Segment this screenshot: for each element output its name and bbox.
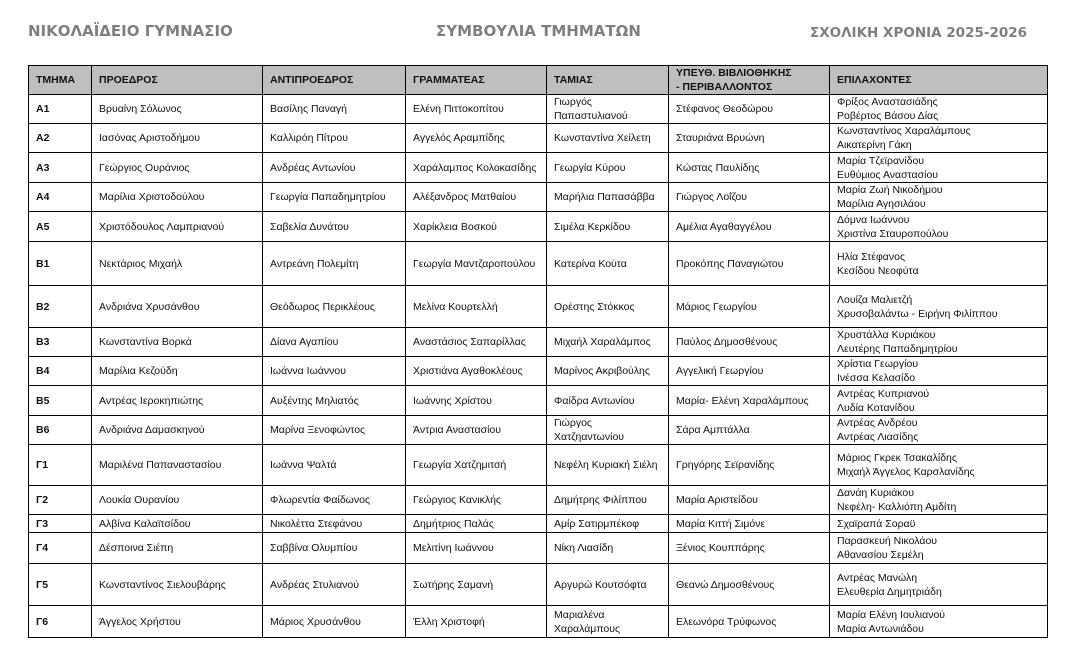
cell-tamias: [547, 486, 669, 515]
cell-epilaxontes-line: Χρυστάλλα Κυριάκου: [837, 329, 936, 341]
cell-tmima: Β6: [29, 416, 92, 445]
table-row: [29, 606, 1048, 638]
cell-epilaxontes-line: Μαρία Τζεϊρανίδου: [837, 154, 925, 167]
cell-grammateas: Σωτήρης Σαμανή: [406, 564, 547, 606]
cell-tamias: [547, 328, 669, 357]
cell-epilaxontes-line: Λυδία Κοτανίδου: [837, 401, 915, 414]
cell-antiproedros: Αυξέντης Μηλιατός: [263, 386, 406, 416]
cell-proedros: Μαρίλια Κεζούδη: [92, 357, 263, 386]
column-header-epilaxontes: ΕΠΙΛΑΧΟΝΤΕΣ: [830, 66, 1048, 95]
cell-antiproedros: Μάριος Χρυσάνθου: [263, 606, 406, 638]
cell-ypeuth: Μαρία Αριστείδου: [669, 486, 830, 515]
cell-epilaxontes-line: Λευτέρης Παπαδημητρίου: [837, 343, 958, 355]
cell-epilaxontes-line: Αντρέας Κυπριανού: [837, 387, 930, 400]
cell-grammateas: Έλλη Χριστοφή: [406, 606, 547, 638]
cell-tamias-line: Σιμέλα Κερκίδου: [554, 220, 631, 233]
cell-epilaxontes: [830, 606, 1048, 638]
cell-epilaxontes-line: Αντρέας Μανώλη: [837, 571, 918, 584]
cell-tamias: [547, 242, 669, 286]
cell-ypeuth: Μαρία Κιττή Σιμόνε: [669, 515, 830, 533]
cell-proedros: Λουκία Ουρανίου: [92, 486, 263, 515]
cell-tamias: [547, 515, 669, 533]
cell-grammateas: Ιωάννης Χρίστου: [406, 386, 547, 416]
cell-epilaxontes: [830, 183, 1048, 212]
cell-tmima: Γ2: [29, 486, 92, 515]
table-row: [29, 212, 1048, 242]
cell-tmima: Β2: [29, 286, 92, 328]
cell-ypeuth: Γρηγόρης Σεϊρανίδης: [669, 445, 830, 486]
cell-tamias-line: Παπαστυλιανού: [554, 110, 628, 122]
column-header-ypeuth-line: - ΠΕΡΙΒΑΛΛΟΝΤΟΣ: [676, 81, 773, 93]
cell-epilaxontes: [830, 445, 1048, 486]
cell-proedros: Κωνσταντίνος Σιελουβάρης: [92, 564, 263, 606]
cell-epilaxontes: [830, 357, 1048, 386]
cell-tmima: Α3: [29, 153, 92, 183]
cell-proedros: Νεκτάριος Μιχαήλ: [92, 242, 263, 286]
table-row: [29, 416, 1048, 445]
cell-tamias-line: Νεφέλη Κυριακή Σιέλη: [554, 459, 658, 471]
cell-tmima: Γ5: [29, 564, 92, 606]
cell-proedros: Αλβίνα Καλαϊτσίδου: [92, 515, 263, 533]
cell-ypeuth: Ξένιος Κουππάρης: [669, 533, 830, 564]
cell-epilaxontes-line: Ηλία Στέφανος: [837, 250, 905, 263]
cell-antiproedros: Φλωρεντία Φαίδωνος: [263, 486, 406, 515]
cell-ypeuth: Θεανώ Δημοσθένους: [669, 564, 830, 606]
cell-grammateas: Ελένη Πιττοκοπίτου: [406, 95, 547, 124]
cell-tamias: [547, 183, 669, 212]
cell-antiproedros: Σαβελία Δυνάτου: [263, 212, 406, 242]
school-year: ΣΧΟΛΙΚΗ ΧΡΟΝΙΑ 2025-2026: [810, 25, 1028, 41]
class-councils-table: [28, 65, 1048, 638]
cell-ypeuth: Μαρία- Ελένη Χαραλάμπους: [669, 386, 830, 416]
cell-epilaxontes-line: Μαρίλια Αγησιλάου: [837, 198, 926, 210]
cell-epilaxontes-line: Μαρία Αντωνιάδου: [837, 622, 924, 635]
cell-epilaxontes-line: Χριστίνα Σταυροπούλου: [837, 227, 949, 240]
cell-grammateas: Αλέξανδρος Ματθαίου: [406, 183, 547, 212]
table-row: [29, 153, 1048, 183]
cell-ypeuth: Σταυριάνα Βρυώνη: [669, 124, 830, 153]
cell-proedros: Αντρέας Ιεροκηπιώτης: [92, 386, 263, 416]
column-header-tmima: ΤΜΗΜΑ: [29, 66, 92, 95]
cell-proedros: Ανδριάνα Δαμασκηνού: [92, 416, 263, 445]
cell-tmima: Α1: [29, 95, 92, 124]
cell-proedros: Βρυαίνη Σόλωνος: [92, 95, 263, 124]
cell-epilaxontes: [830, 386, 1048, 416]
cell-ypeuth: Αγγελική Γεωργίου: [669, 357, 830, 386]
cell-proedros: Ιασόνας Αριστοδήμου: [92, 124, 263, 153]
cell-tmima: Α5: [29, 212, 92, 242]
column-header-antiproedros: ΑΝΤΙΠΡΟΕΔΡΟΣ: [263, 66, 406, 95]
cell-tmima: Β1: [29, 242, 92, 286]
cell-tmima: Γ4: [29, 533, 92, 564]
column-header-tamias: ΤΑΜΙΑΣ: [547, 66, 669, 95]
cell-tamias: [547, 445, 669, 486]
cell-epilaxontes-line: Φρίξος Αναστασιάδης: [837, 96, 938, 108]
table-row: [29, 124, 1048, 153]
cell-tamias: [547, 124, 669, 153]
cell-epilaxontes-line: Κωνσταντίνος Χαραλάμπους: [837, 125, 971, 137]
cell-epilaxontes-line: Αντρέας Λιασίδης: [837, 431, 919, 443]
cell-tmima: Β4: [29, 357, 92, 386]
cell-proedros: Ανδριάνα Χρυσάνθου: [92, 286, 263, 328]
cell-epilaxontes-line: Ευθύμιος Αναστασίου: [837, 168, 939, 181]
cell-tamias-line: Γιώργος: [554, 417, 592, 429]
column-header-grammateas: ΓΡΑΜΜΑΤΕΑΣ: [406, 66, 547, 95]
cell-tmima: Γ1: [29, 445, 92, 486]
cell-epilaxontes: [830, 212, 1048, 242]
cell-proedros: Μαρίλια Χριστοδούλου: [92, 183, 263, 212]
cell-tamias-line: Χαραλάμπους: [554, 622, 621, 635]
table-row: [29, 386, 1048, 416]
cell-grammateas: Χαράλαμπος Κολοκασίδης: [406, 153, 547, 183]
cell-epilaxontes-line: Παρασκευή Νικολάου: [837, 535, 938, 547]
cell-epilaxontes-line: Χρίστια Γεωργίου: [837, 358, 919, 370]
cell-tamias-line: Μαρήλια Παπασάββα: [554, 191, 655, 203]
cell-epilaxontes-line: Αθανασίου Σεμέλη: [837, 549, 924, 561]
cell-tamias-line: Ορέστης Στόκκος: [554, 300, 635, 313]
cell-proedros: Μαριλένα Παπαναστασίου: [92, 445, 263, 486]
cell-grammateas: Μελιτίνη Ιωάννου: [406, 533, 547, 564]
table-row: [29, 515, 1048, 533]
table-row: [29, 242, 1048, 286]
cell-proedros: Άγγελος Χρήστου: [92, 606, 263, 638]
cell-grammateas: Δημήτριος Παλάς: [406, 515, 547, 533]
cell-epilaxontes: [830, 564, 1048, 606]
cell-grammateas: Μελίνα Κουρτελλή: [406, 286, 547, 328]
cell-epilaxontes: [830, 95, 1048, 124]
cell-ypeuth: Παύλος Δημοσθένους: [669, 328, 830, 357]
cell-ypeuth: Αμέλια Αγαθαγγέλου: [669, 212, 830, 242]
cell-antiproedros: Ανδρέας Αντωνίου: [263, 153, 406, 183]
cell-grammateas: Γεωργία Χατζημιτσή: [406, 445, 547, 486]
cell-tmima: Γ6: [29, 606, 92, 638]
cell-epilaxontes-line: Μάριος Γκρεκ Τσακαλίδης: [837, 452, 957, 464]
table-row: [29, 486, 1048, 515]
cell-ypeuth: Στέφανος Θεοδώρου: [669, 95, 830, 124]
cell-tamias-line: Κωνσταντίνα Χείλετη: [554, 132, 651, 144]
cell-epilaxontes-line: Σχαϊραπά Σοραϋ: [837, 517, 916, 530]
cell-grammateas: Χαρίκλεια Βοσκού: [406, 212, 547, 242]
cell-ypeuth: Προκόπης Παναγιώτου: [669, 242, 830, 286]
cell-tamias-line: Γιωργός: [554, 96, 592, 108]
cell-epilaxontes-line: Αντρέας Ανδρέου: [837, 417, 918, 429]
table-row: [29, 95, 1048, 124]
cell-grammateas: Άντρια Αναστασίου: [406, 416, 547, 445]
cell-ypeuth: Ελεωνόρα Τρύφωνος: [669, 606, 830, 638]
cell-antiproedros: Σαββίνα Ολυμπίου: [263, 533, 406, 564]
cell-tamias-line: Φαίδρα Αντωνίου: [554, 394, 635, 407]
cell-antiproedros: Δίανα Αγαπίου: [263, 328, 406, 357]
cell-antiproedros: Καλλιρόη Πίτρου: [263, 124, 406, 153]
cell-tamias: [547, 606, 669, 638]
cell-tamias-line: Μαριαλένα: [554, 608, 605, 621]
cell-epilaxontes-line: Χρυσοβαλάντω - Ειρήνη Φιλίππου: [837, 307, 998, 320]
table-row: [29, 533, 1048, 564]
cell-tamias: [547, 564, 669, 606]
cell-tmima: Γ3: [29, 515, 92, 533]
cell-epilaxontes-line: Μιχαήλ Άγγελος Καρσλανίδης: [837, 466, 975, 478]
cell-grammateas: Γεωργία Μαντζαροπούλου: [406, 242, 547, 286]
cell-antiproedros: Θεόδωρος Περικλέους: [263, 286, 406, 328]
table-row: [29, 328, 1048, 357]
cell-tmima: Α2: [29, 124, 92, 153]
cell-epilaxontes: [830, 153, 1048, 183]
cell-tamias-line: Αργυρώ Κουτσόφτα: [554, 578, 647, 591]
table-row: [29, 286, 1048, 328]
column-header-ypeuth-line: ΥΠΕΥΘ. ΒΙΒΛΙΟΘΗΚΗΣ: [676, 67, 792, 79]
cell-antiproedros: Γεωργία Παπαδημητρίου: [263, 183, 406, 212]
cell-tmima: Α4: [29, 183, 92, 212]
cell-grammateas: Γεώργιος Κανικλής: [406, 486, 547, 515]
cell-antiproedros: Ιωάννα Ιωάννου: [263, 357, 406, 386]
cell-tamias: [547, 153, 669, 183]
cell-antiproedros: Αντρεάνη Πολεμίτη: [263, 242, 406, 286]
school-name: ΝΙΚΟΛΑΪΔΕΙΟ ΓΥΜΝΑΣΙΟ: [28, 22, 233, 40]
cell-grammateas: Χριστιάνα Αγαθοκλέους: [406, 357, 547, 386]
cell-epilaxontes: [830, 286, 1048, 328]
cell-tamias-line: Μιχαήλ Χαραλάμπος: [554, 336, 651, 348]
cell-antiproedros: Βασίλης Παναγή: [263, 95, 406, 124]
cell-antiproedros: Μαρίνα Ξενοφώντος: [263, 416, 406, 445]
cell-epilaxontes: [830, 328, 1048, 357]
table-row: [29, 564, 1048, 606]
cell-proedros: Κωνσταντίνα Βορκά: [92, 328, 263, 357]
cell-tamias: [547, 357, 669, 386]
table-row: [29, 445, 1048, 486]
cell-tamias: [547, 286, 669, 328]
cell-tamias: [547, 416, 669, 445]
cell-ypeuth: Κώστας Παυλίδης: [669, 153, 830, 183]
cell-epilaxontes-line: Λουίζα Μαλιετζή: [837, 293, 913, 306]
column-header-ypeuth: [669, 66, 830, 95]
cell-antiproedros: Ανδρέας Στυλιανού: [263, 564, 406, 606]
cell-epilaxontes-line: Δανάη Κυριάκου: [837, 487, 914, 499]
cell-grammateas: Αναστάσιος Σαπαρίλλας: [406, 328, 547, 357]
table-row: [29, 357, 1048, 386]
cell-proedros: Δέσποινα Σιέπη: [92, 533, 263, 564]
cell-grammateas: Αγγελός Αραμπίδης: [406, 124, 547, 153]
cell-ypeuth: Μάριος Γεωργίου: [669, 286, 830, 328]
cell-epilaxontes: [830, 242, 1048, 286]
cell-epilaxontes-line: Μαρία Ζωή Νικοδήμου: [837, 184, 943, 196]
cell-epilaxontes: [830, 515, 1048, 533]
table-row: [29, 183, 1048, 212]
cell-epilaxontes: [830, 416, 1048, 445]
cell-epilaxontes-line: Μαρία Ελένη Ιουλιανού: [837, 608, 946, 621]
cell-tmima: Β3: [29, 328, 92, 357]
cell-ypeuth: Γιώργος Λοΐζου: [669, 183, 830, 212]
cell-tamias-line: Δημήτρης Φιλίππου: [554, 494, 647, 506]
cell-tamias: [547, 212, 669, 242]
cell-antiproedros: Ιωάννα Ψαλτά: [263, 445, 406, 486]
cell-epilaxontes-line: Ελευθερία Δημητριάδη: [837, 585, 942, 598]
cell-proedros: Χριστόδουλος Λαμπριανού: [92, 212, 263, 242]
cell-epilaxontes-line: Δόμνα Ιωάννου: [837, 213, 910, 226]
cell-tmima: Β5: [29, 386, 92, 416]
cell-proedros: Γεώργιος Ουράνιος: [92, 153, 263, 183]
cell-tamias: [547, 533, 669, 564]
cell-tamias-line: Μαρίνος Ακριβούλης: [554, 365, 650, 377]
cell-epilaxontes: [830, 533, 1048, 564]
cell-epilaxontes: [830, 124, 1048, 153]
cell-tamias-line: Γεωργία Κύρου: [554, 161, 626, 174]
cell-ypeuth: Σάρα Αμπτάλλα: [669, 416, 830, 445]
document-title: ΣΥΜΒΟΥΛΙΑ ΤΜΗΜΑΤΩΝ: [436, 22, 641, 40]
cell-epilaxontes-line: Νεφέλη- Καλλιόπη Αμδίτη: [837, 501, 957, 513]
cell-tamias-line: Χατζηαντωνίου: [554, 431, 625, 443]
cell-tamias-line: Νίκη Λιασίδη: [554, 542, 614, 554]
cell-epilaxontes-line: Κεσίδου Νεοφύτα: [837, 264, 919, 277]
cell-tamias-line: Κατερίνα Κούτα: [554, 257, 627, 270]
cell-tamias-line: Αμίρ Σατιρμπέκοφ: [554, 517, 640, 530]
cell-tamias: [547, 386, 669, 416]
cell-epilaxontes-line: Ινέσσα Κελασίδο: [837, 372, 916, 384]
cell-antiproedros: Νικολέττα Στεφάνου: [263, 515, 406, 533]
cell-tamias: [547, 95, 669, 124]
table-header-row: [29, 66, 1048, 95]
cell-epilaxontes-line: Ροβέρτος Βάσου Δίας: [837, 110, 939, 122]
cell-epilaxontes: [830, 486, 1048, 515]
cell-epilaxontes-line: Αικατερίνη Γάκη: [837, 139, 912, 151]
column-header-proedros: ΠΡΟΕΔΡΟΣ: [92, 66, 263, 95]
